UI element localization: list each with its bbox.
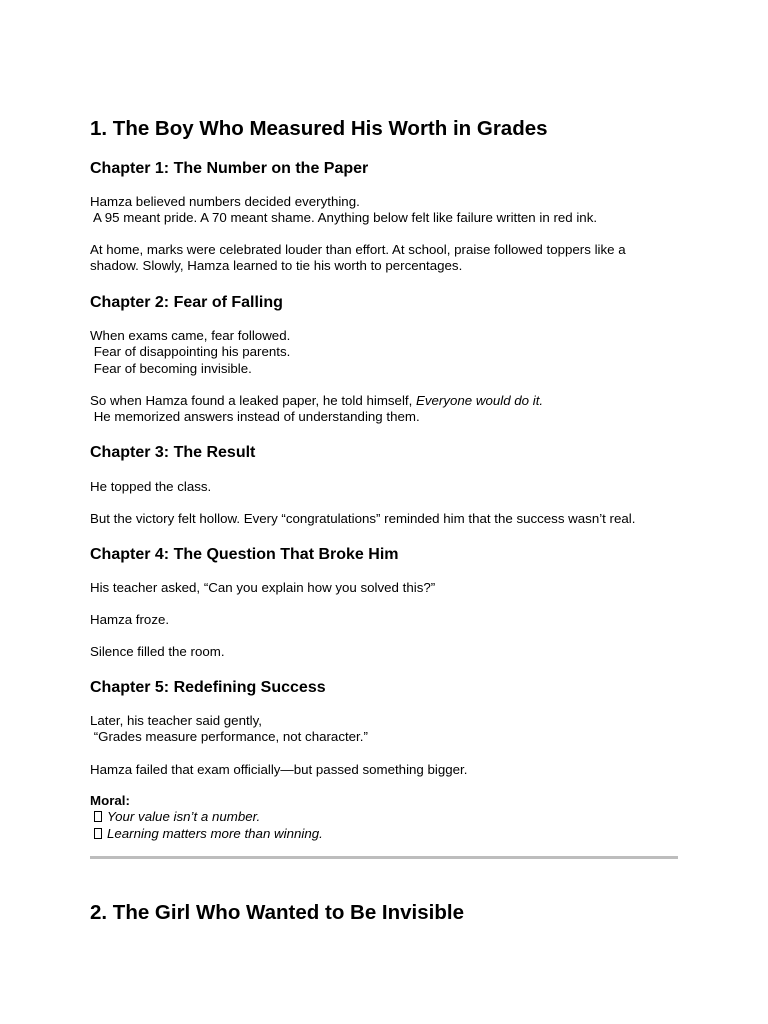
text-line: Fear of disappointing his parents. bbox=[90, 344, 291, 360]
chapter-1-title: Chapter 1: The Number on the Paper bbox=[90, 160, 369, 177]
chapter-4-paragraph-3 bbox=[90, 644, 690, 660]
text-line bbox=[90, 393, 690, 409]
chapter-5-paragraph-1 bbox=[90, 713, 690, 746]
moral-item-text: Learning matters more than winning. bbox=[107, 825, 323, 841]
chapter-4-title: Chapter 4: The Question That Broke Him bbox=[90, 546, 399, 563]
moral-item bbox=[90, 826, 690, 842]
story-2-title: 2. The Girl Who Wanted to Be Invisible bbox=[90, 901, 464, 924]
text-line: But the victory felt hollow. Every “congratulations” reminded him that the success wasn’t real. bbox=[90, 511, 636, 526]
moral-item-text: Your value isn’t a number. bbox=[107, 809, 261, 825]
chapter-3-paragraph-2 bbox=[90, 511, 690, 527]
text-line: A 95 meant pride. A 70 meant shame. Anything below felt like failure written in red ink. bbox=[90, 210, 598, 226]
story-1-title: 1. The Boy Who Measured His Worth in Grades bbox=[90, 117, 548, 140]
text-line: Later, his teacher said gently, bbox=[90, 713, 262, 728]
text-run: So when Hamza found a leaked paper, he told himself, bbox=[90, 393, 416, 408]
chapter-1-paragraph-2 bbox=[90, 242, 690, 275]
text-line: He memorized answers instead of understanding them. bbox=[90, 409, 420, 425]
text-line: His teacher asked, “Can you explain how you solved this?” bbox=[90, 580, 436, 595]
chapter-3-paragraph-1 bbox=[90, 479, 690, 495]
moral-item bbox=[90, 809, 690, 825]
text-line: Hamza failed that exam officially—but passed something bigger. bbox=[90, 762, 468, 777]
text-line: He topped the class. bbox=[90, 479, 212, 494]
text-line: Fear of becoming invisible. bbox=[90, 360, 252, 376]
chapter-5-title: Chapter 5: Redefining Success bbox=[90, 679, 326, 696]
missing-glyph-box-icon bbox=[94, 828, 102, 839]
missing-glyph-box-icon bbox=[94, 811, 102, 822]
moral-label: Moral: bbox=[90, 793, 130, 808]
chapter-4-paragraph-1 bbox=[90, 580, 690, 596]
chapter-5-paragraph-2 bbox=[90, 762, 690, 778]
text-line: Silence filled the room. bbox=[90, 644, 225, 659]
chapter-2-title: Chapter 2: Fear of Falling bbox=[90, 294, 283, 311]
chapter-2-paragraph-2 bbox=[90, 393, 690, 426]
chapter-3-title: Chapter 3: The Result bbox=[90, 444, 256, 461]
chapter-4-paragraph-2 bbox=[90, 612, 690, 628]
text-line: shadow. Slowly, Hamza learned to tie his worth to percentages. bbox=[90, 258, 463, 274]
section-divider bbox=[90, 856, 678, 859]
italic-text-run: Everyone would do it. bbox=[415, 393, 544, 408]
text-line: Hamza believed numbers decided everything. bbox=[90, 194, 360, 209]
text-line: Hamza froze. bbox=[90, 612, 170, 627]
moral-block bbox=[90, 793, 690, 842]
chapter-2-paragraph-1 bbox=[90, 328, 690, 377]
text-line: At home, marks were celebrated louder than effort. At school, praise followed toppers like a bbox=[90, 242, 626, 257]
chapter-1-paragraph-1 bbox=[90, 194, 690, 227]
text-line: “Grades measure performance, not character.” bbox=[90, 729, 368, 745]
text-line: When exams came, fear followed. bbox=[90, 328, 291, 343]
